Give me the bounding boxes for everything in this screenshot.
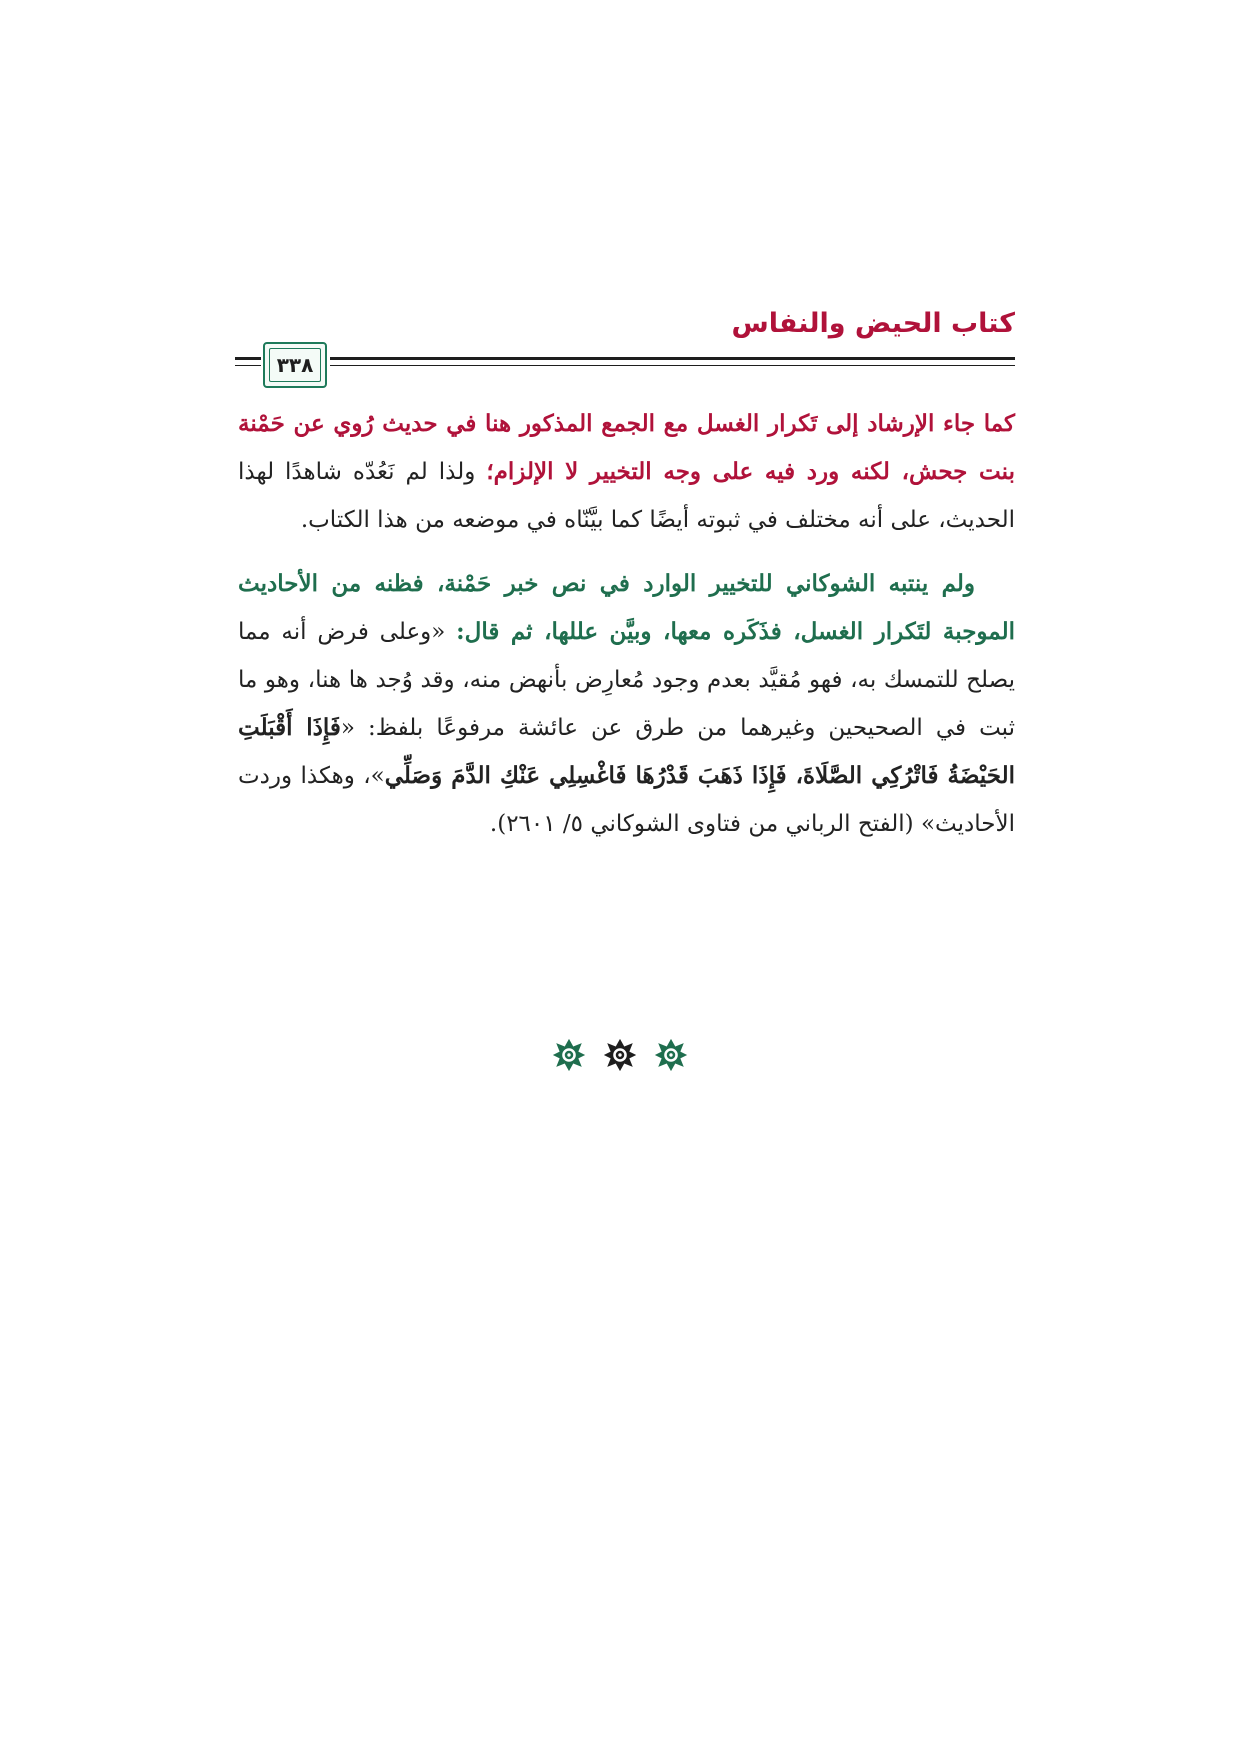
hadith-text: فَإِذَا أَقْبَلَتِ الحَيْضَةُ فَاتْرُكِي الصَّلَاةَ، فَإِذَا ذَهَبَ قَدْرُهَا فَاغْسِلِي عَنْكِ الدَّمَ وَصَلِّي: [238, 714, 1015, 789]
header-rule: [330, 357, 1015, 360]
section-divider-ornaments: [0, 1038, 1240, 1072]
highlighted-text-red: كما جاء الإرشاد إلى تَكرار الغسل مع الجمع المذكور هنا في حديث رُوي عن حَمْنة بنت جحش، لكنه ورد فيه على وجه التخيير لا الإلزام؛: [238, 410, 1015, 485]
page-header: [235, 300, 1015, 390]
page-body: [238, 400, 1015, 848]
header-rule-thin: [330, 365, 1015, 366]
book-title: كتاب الحيض والنفاس: [731, 308, 1015, 339]
header-rule-left: [235, 357, 261, 360]
body-text: ولذا لم نَعُدّه شاهدًا لهذا الحديث، على أنه مختلف في ثبوته أيضًا كما بيَّنّاه في موضعه من هذا الكتاب.: [238, 459, 1015, 533]
header-rule-left-thin: [235, 365, 261, 366]
page-number-badge: [263, 342, 327, 388]
highlighted-text-green: ولم ينتبه الشوكاني للتخيير الوارد في نص خبر حَمْنة، فظنه من الأحاديث الموجبة لتَكرار الغسل، فذَكَره معها، وبيَّن عللها، ثم قال:: [238, 570, 1015, 645]
quoted-text: «وعلى فرض أنه مما يصلح للتمسك به، فهو مُقيَّد بعدم وجود مُعارِض بأنهض منه، وقد وُجد ها هنا، وهو ما ثبت في الصحيحين وغيرهما من طرق عن عائشة مرفوعًا بلفظ: «: [238, 619, 1015, 741]
star-ornament-icon: [654, 1038, 688, 1072]
citation-text: »، وهكذا وردت الأحاديث» (الفتح الرباني من فتاوى الشوكاني ٥/ ٢٦٠١).: [238, 763, 1015, 837]
star-ornament-icon: [603, 1038, 637, 1072]
paragraph-1: [238, 400, 1015, 544]
paragraph-2: [238, 560, 1015, 848]
star-ornament-icon: [552, 1038, 586, 1072]
page-number: ٣٣٨: [276, 353, 314, 377]
